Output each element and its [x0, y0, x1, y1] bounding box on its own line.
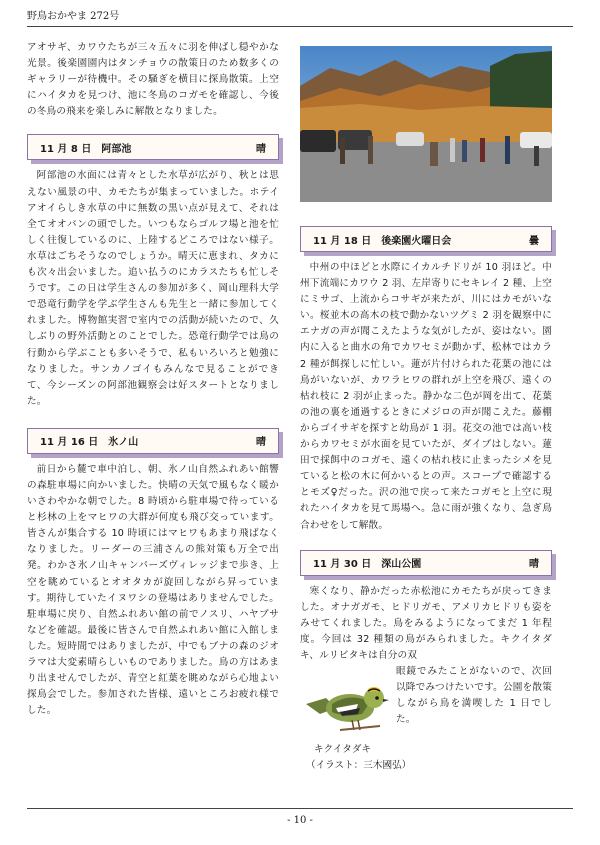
page-number: - 10 -: [287, 815, 313, 826]
section-header-hyonosen: [27, 428, 279, 454]
korakuen-report: 中州の中ほどと水際にイカルチドリが 10 羽ほど。中州下流端にカワウ 2 羽、左岸寄りにセキレイ 2 種、上空にミサゴ、上流からコサギが来たが、川にはカモがいない。桜並木の高木の枝で動かないツグミ 2 羽を観察中にエナガの声が聞こえたような気がしたが、姿はない。園内に入ると曲水の角でカワセミが動かず、松林ではカラ 2 種が餌探しに忙しい。蓮が片付けられた花葉の池には鳥がいないが、カワラヒワの群れが上空を飛び、遠くの枯れ枝に 2 羽が止まった。静かな二色が岡を出て、花葉の池の裏を通過するときにメジロの声が聞こえた。藤棚からゴイサギを探すと幼鳥が 1 羽。花交の池では高い枝からカワセミが水面を見ていたが、ダイブはしない。蓮田で採餌中のコガモ、遠くの枯れ枝に止まったシメを見ていると松の木に何かいるとの声。スコープで確認するとモズ♀だった。沢の池で戻って来たコガモと上空に現れたハイタカを見て馬場へ。急に雨が強くなり、急ぎ鳥合わせをして解散。: [300, 262, 552, 531]
section-date: 11 月 30 日: [313, 559, 372, 571]
caption-species: キクイタダキ: [314, 744, 372, 756]
section-place: 氷ノ山: [108, 437, 139, 449]
section-header-miyama-park: [300, 550, 552, 576]
caption-credit: （イラスト：三木國弘）: [306, 760, 412, 772]
section-place: 深山公園: [381, 559, 422, 571]
left-column: [27, 40, 279, 719]
section-header-korakuen: [300, 226, 552, 252]
page-footer: [27, 808, 573, 826]
section-date: 11 月 8 日: [40, 143, 92, 155]
section-place: 阿部池: [101, 143, 132, 155]
group-photo: [300, 46, 552, 202]
section-weather: 晴: [256, 437, 266, 449]
journal-header: [27, 8, 573, 27]
hyonosen-report: 前日から麓で車中泊し、朝、氷ノ山自然ふれあい館響の森駐車場に向かいました。快晴の天気で風もなく暖かいさわやかな朝でした。8 時頃から駐車場で待っていると杉林の上をマヒワの大群が何度も飛び交っています。皆さんが集合する 10 時頃にはマヒワもあまり飛ばなくなりました。リーダーの三浦さんの熊対策も万全で出発。わかさ氷ノ山キャンパーズヴィレッジまで歩き、上空を眺めているとオオタカが旋回しながら昇っています。期待していたイヌワシの登場はありませんでした。駐車場に戻り、自然ふれあい館の前でノスリ、ハヤブサなどを確認。最後に皆さんで自然ふれあい館に入館しました。短時間ではありましたが、中でもブナの森のジオラマは大変素晴らしいものでありました。鳥の方はあまり出ませんでしたが、青空と紅葉を眺めながら心地よい探鳥会でした。参加された皆様、遠いところお疲れ様でした。: [27, 463, 279, 717]
journal-title: 野鳥おかやま 272号: [27, 11, 120, 22]
section-place: 後楽園火曜日会: [381, 235, 452, 247]
section-weather: 晴: [256, 143, 266, 155]
section-weather: 曇: [529, 235, 539, 247]
abe-pond-report: 阿部池の水面には青々とした水草が広がり、秋とは思えない風景の中、カモたちが集まっていました。ホテイアオイらしき水草の中に無数の黒い点が見えて、それは全てオオバンの頭でした。いつもならゴルフ場と池を忙しく往復しているのに、上陸するどころではない様子。水草はごちそうなのでしょうか。晴天に恵まれ、タカにも次々出会いました。追い払うのにカラスたちも忙しそうです。この日は学生さんの参加が多く、岡山理科大学で恐竜行動学を学ぶ学生さんも先生と一緒に参加してくれました。博物館実習で室内での活動が続いたので、久しぶりの野外活動とのことでした。恐竜行動学では鳥の行動から学ぶことも多いそうで、私もいろいろと勉強になりました。サンカノゴイもみんなで見ることができて、今シーズンの阿部池観察会は好スタートとなりました。: [27, 170, 279, 407]
goldcrest-illustration: [300, 664, 390, 744]
intro-paragraph: アオサギ、カワウたちが三々五々に羽を伸ばし穏やかな光景。後楽園園内はタンチョウの散策日のため数多くのギャラリーが待機中。その騒ぎを横目に探鳥散策。上空にハイタカを見つけ、池に冬鳥のコガモを確認し、今後の冬鳥の飛来を楽しみに解散となりました。: [27, 42, 279, 118]
right-column: [300, 46, 552, 774]
section-header-abe-pond: [27, 134, 279, 160]
section-date: 11 月 16 日: [40, 437, 99, 449]
illustration-caption: [300, 742, 552, 774]
section-date: 11 月 18 日: [313, 235, 372, 247]
illustration-block: [300, 664, 552, 774]
miyama-park-report-continued: 眼鏡でみたことがないので、次回以降でみつけたいです。公園を散策しながら鳥を満喫した 1 日でした。: [396, 666, 552, 726]
miyama-park-report: 寒くなり、静かだった赤松池にカモたちが戻ってきました。オナガガモ、ヒドリガモ、アメリカヒドリも姿をみせてくれました。鳥をみるようになってまだ 1 年程度。今回は 32 種類の鳥がみられました。キクイタダキ、ルリビタキは自分の双: [300, 585, 552, 661]
section-weather: 晴: [529, 559, 539, 571]
